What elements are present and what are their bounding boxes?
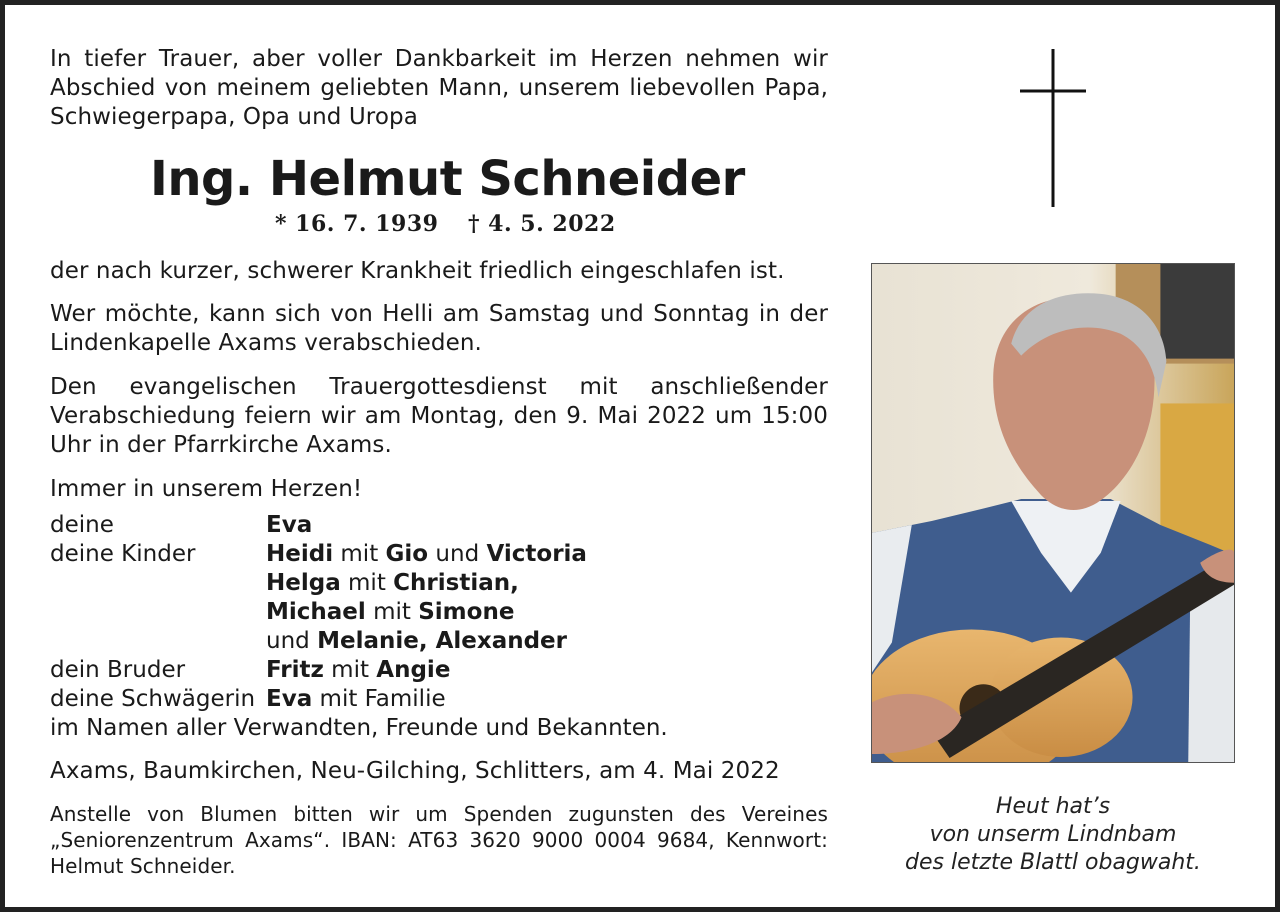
family-row-wife — [50, 511, 828, 540]
family-list — [50, 511, 828, 743]
family-row-children — [50, 540, 828, 569]
family-name: Angie — [376, 657, 451, 683]
family-name: Victoria — [486, 541, 587, 567]
connector-text: mit — [365, 599, 419, 625]
family-name: Melanie, Alexander — [317, 628, 567, 654]
quote-block — [871, 793, 1235, 877]
connector-text: mit — [340, 570, 394, 596]
family-row-sister-in-law — [50, 685, 828, 714]
all-relatives-text: im Namen aller Verwandten, Freunde und Bekannten. — [50, 715, 668, 741]
quote-line: Heut hat’s — [995, 794, 1111, 819]
family-name: Gio — [385, 541, 429, 567]
relation-label: dein Bruder — [50, 657, 186, 683]
farewell-text: Wer möchte, kann sich von Helli am Samstag und Sonntag in der Lindenkapelle Axams verabschieden. — [50, 301, 828, 356]
death-date: † 4. 5. 2022 — [468, 211, 616, 237]
family-name: Eva — [266, 686, 313, 712]
family-row-child4 — [50, 627, 828, 656]
portrait-photo — [871, 263, 1235, 763]
relation-label: deine — [50, 512, 114, 538]
connector-text: mit — [333, 541, 386, 567]
family-row-child2 — [50, 569, 828, 598]
donation-text: Anstelle von Blumen bitten wir um Spenden zugunsten des Vereines „Seniorenzentrum Axams“. IBAN: AT63 3620 9000 0004 9684, Kennwort: Helmut Schneider. — [50, 802, 828, 878]
family-name: Eva — [266, 512, 313, 538]
family-name: Simone — [418, 599, 515, 625]
relation-label: deine Schwägerin — [50, 686, 256, 712]
birth-date: * 16. 7. 1939 — [275, 211, 439, 237]
place-date-text: Axams, Baumkirchen, Neu-Gilching, Schlitters, am 4. Mai 2022 — [50, 758, 780, 784]
family-name: Heidi — [266, 541, 334, 567]
family-name: Christian, — [393, 570, 519, 596]
quote-line: von unserm Lindnbam — [929, 822, 1177, 847]
service-text: Den evangelischen Trauergottesdienst mit anschließender Verabschiedung feiern wir am Montag, den 9. Mai 2022 um 15:00 Uhr in der Pfarrkirche Axams. — [50, 374, 828, 458]
motto-text: Immer in unserem Herzen! — [50, 476, 363, 502]
intro-text: In tiefer Trauer, aber voller Dankbarkeit im Herzen nehmen wir Abschied von meinem geliebten Mann, unserem liebevollen Papa, Schwiegerpapa, Opa und Uropa — [50, 46, 828, 130]
intro-block — [50, 45, 828, 132]
connector-text: mit — [323, 657, 377, 683]
family-row-brother — [50, 656, 828, 685]
deceased-name: Ing. Helmut Schneider — [150, 151, 745, 207]
family-name: Helga — [266, 570, 341, 596]
connector-text: und — [428, 541, 487, 567]
family-row-all — [50, 714, 828, 743]
connector-text: mit Familie — [312, 686, 446, 712]
quote-line: des letzte Blattl obagwaht. — [905, 850, 1201, 875]
relation-label: deine Kinder — [50, 541, 196, 567]
cross-icon — [1019, 49, 1087, 209]
family-row-child3 — [50, 598, 828, 627]
family-name: Fritz — [266, 657, 324, 683]
passing-text: der nach kurzer, schwerer Krankheit friedlich eingeschlafen ist. — [50, 258, 785, 284]
connector-text: und — [266, 628, 318, 654]
family-name: Michael — [266, 599, 366, 625]
